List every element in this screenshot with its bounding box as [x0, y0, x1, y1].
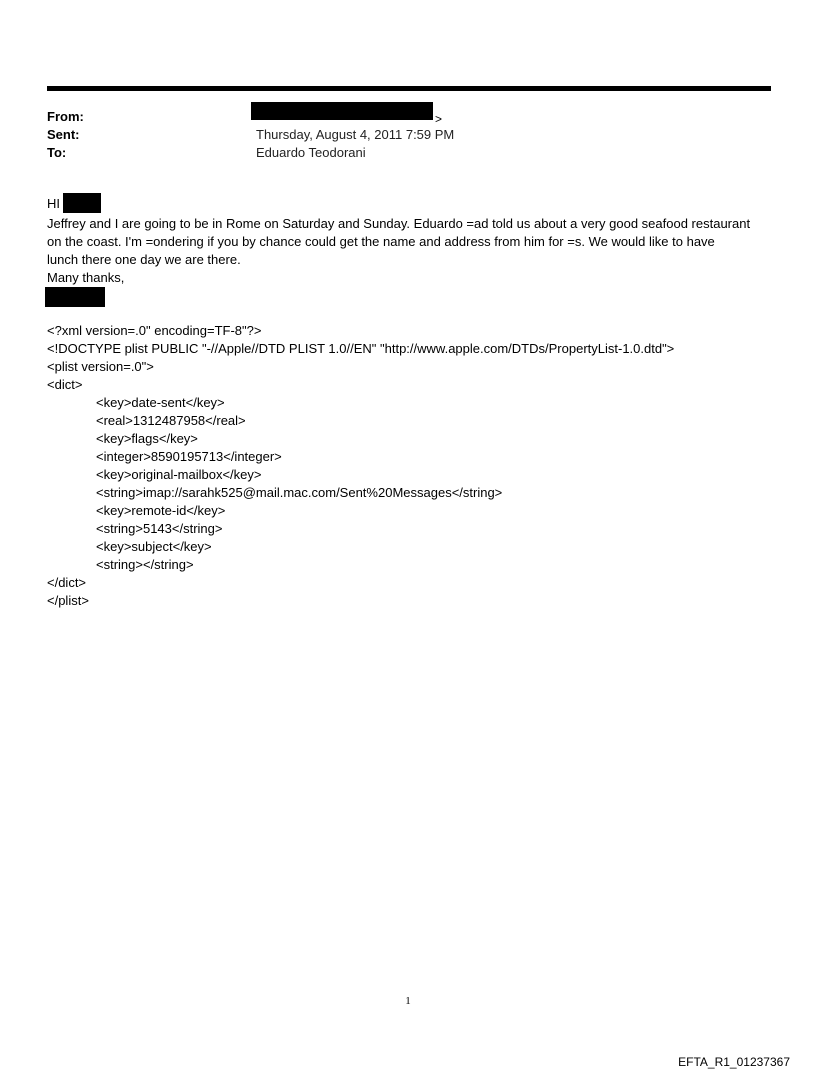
to-value: Eduardo Teodorani [256, 145, 366, 160]
body-line: on the coast. I'm =ondering if you by chance could get the name and address from him for =s. We would like to have [47, 234, 715, 249]
signature-redaction [45, 287, 105, 307]
xml-line: <dict> [47, 377, 83, 392]
bates-number: EFTA_R1_01237367 [678, 1055, 790, 1069]
sent-value: Thursday, August 4, 2011 7:59 PM [256, 127, 455, 142]
body-line: Jeffrey and I are going to be in Rome on Saturday and Sunday. Eduardo =ad told us about a very good seafood restaurant [47, 216, 751, 231]
xml-line: <integer>8590195713</integer> [96, 449, 282, 464]
xml-line: <string>5143</string> [96, 521, 223, 536]
sent-label: Sent: [47, 127, 80, 142]
xml-line: <plist version=.0"> [47, 359, 154, 374]
body-line: Many thanks, [47, 270, 125, 285]
body-line: lunch there one day we are there. [47, 252, 241, 267]
xml-line: <string>imap://sarahk525@mail.mac.com/Sent%20Messages</string> [96, 485, 503, 500]
page-number: 1 [405, 995, 411, 1007]
xml-line: <key>subject</key> [96, 539, 212, 554]
xml-line: <real>1312487958</real> [96, 413, 246, 428]
xml-line: <key>original-mailbox</key> [96, 467, 262, 482]
message-body [47, 215, 782, 287]
xml-line: <?xml version=.0" encoding=TF-8"?> [47, 323, 262, 338]
from-label: From: [47, 109, 84, 124]
to-label: To: [47, 145, 67, 160]
from-redaction [251, 102, 433, 120]
xml-line: </dict> [47, 575, 87, 590]
greeting-line [47, 193, 60, 215]
header-divider [47, 86, 771, 91]
xml-line: </plist> [47, 593, 89, 608]
from-value: > [435, 112, 443, 126]
greeting-text: HI [47, 196, 60, 211]
greeting-redaction [63, 193, 101, 213]
xml-line: <string></string> [96, 557, 194, 572]
xml-line: <key>remote-id</key> [96, 503, 226, 518]
xml-plist-block [47, 322, 674, 610]
xml-line: <key>flags</key> [96, 431, 198, 446]
xml-line: <!DOCTYPE plist PUBLIC "-//Apple//DTD PLIST 1.0//EN" "http://www.apple.com/DTDs/PropertyList-1.0.dtd"> [47, 341, 675, 356]
xml-line: <key>date-sent</key> [96, 395, 225, 410]
